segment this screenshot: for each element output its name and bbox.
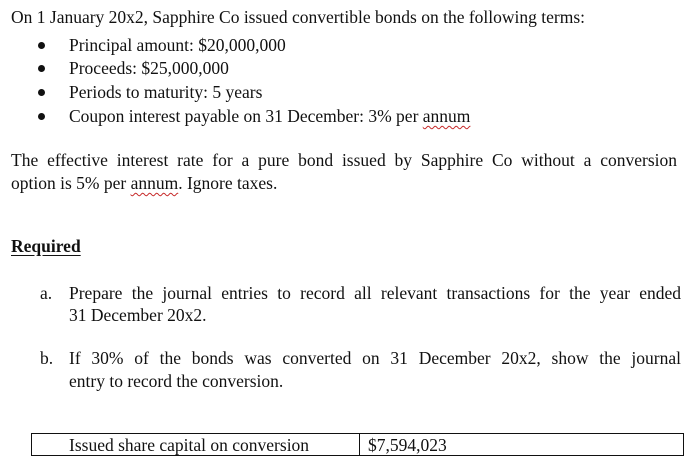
answer-table <box>31 433 684 456</box>
spellcheck-word: annum <box>422 106 471 126</box>
term-proceeds: Proceeds: $25,000,000 <box>69 58 229 78</box>
required-heading: Required <box>11 236 81 256</box>
term-periods: Periods to maturity: 5 years <box>69 82 263 102</box>
item-b-marker: b. <box>40 348 54 368</box>
bullet-icon <box>38 89 45 96</box>
bullet-icon <box>38 42 45 49</box>
answer-label: Issued share capital on conversion <box>69 435 310 455</box>
term-coupon <box>69 106 470 126</box>
item-a-line-2: 31 December 20x2. <box>69 305 207 325</box>
item-b-line-1: If 30% of the bonds was converted on 31 December 20x2, show the journal <box>69 348 681 368</box>
effective-rate-suffix: . Ignore taxes. <box>178 173 278 193</box>
effective-rate-line-1: The effective interest rate for a pure bond issued by Sapphire Co without a conversion <box>11 150 677 170</box>
item-a-marker: a. <box>40 283 53 303</box>
table-divider <box>359 434 360 455</box>
term-coupon-text: Coupon interest payable on 31 December: 3% per <box>69 106 423 126</box>
item-b-line-2: entry to record the conversion. <box>69 371 284 391</box>
item-a-line-1: Prepare the journal entries to record all relevant transactions for the year ended <box>69 283 681 303</box>
bullet-icon <box>38 65 45 72</box>
bullet-icon <box>38 113 45 120</box>
intro-text: On 1 January 20x2, Sapphire Co issued convertible bonds on the following terms: <box>11 7 586 27</box>
effective-rate-line-2 <box>11 173 277 193</box>
answer-value: $7,594,023 <box>368 435 447 455</box>
effective-rate-prefix: option is 5% per <box>11 173 131 193</box>
spellcheck-word: annum <box>130 173 179 193</box>
term-principal: Principal amount: $20,000,000 <box>69 35 286 55</box>
